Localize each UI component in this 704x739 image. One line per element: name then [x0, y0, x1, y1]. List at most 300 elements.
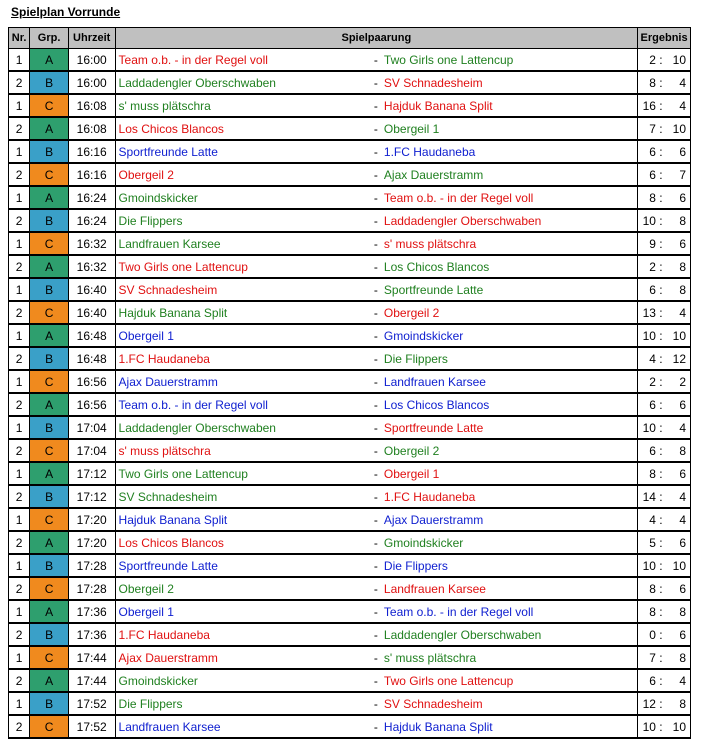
row-nr: 1 — [9, 692, 30, 715]
row-score-away: 10 — [664, 49, 690, 72]
row-nr: 1 — [9, 324, 30, 347]
row-time: 17:36 — [68, 600, 115, 623]
row-score-colon: : — [658, 416, 664, 439]
table-row — [9, 439, 691, 462]
row-time: 17:52 — [68, 715, 115, 738]
row-score-colon: : — [658, 531, 664, 554]
row-away-team: Obergeil 2 — [381, 301, 638, 324]
row-score-colon: : — [658, 370, 664, 393]
row-score-away: 8 — [664, 439, 690, 462]
row-nr: 1 — [9, 140, 30, 163]
row-away-team: 1.FC Haudaneba — [381, 140, 638, 163]
row-score-colon: : — [658, 71, 664, 94]
row-home-team: Sportfreunde Latte — [115, 554, 371, 577]
row-away-team: Team o.b. - in der Regel voll — [381, 600, 638, 623]
table-row — [9, 577, 691, 600]
row-home-team: Hajduk Banana Split — [115, 301, 371, 324]
row-score-home: 10 — [638, 324, 658, 347]
row-dash: - — [371, 554, 381, 577]
row-score-away: 6 — [664, 577, 690, 600]
row-score-away: 4 — [664, 508, 690, 531]
row-home-team: Obergeil 1 — [115, 324, 371, 347]
row-time: 16:56 — [68, 393, 115, 416]
row-group: C — [30, 94, 69, 117]
row-dash: - — [371, 600, 381, 623]
schedule-table — [8, 27, 691, 739]
row-nr: 1 — [9, 370, 30, 393]
row-nr: 2 — [9, 163, 30, 186]
row-away-team: Obergeil 1 — [381, 462, 638, 485]
row-score-home: 6 — [638, 669, 658, 692]
row-nr: 2 — [9, 255, 30, 278]
row-score-away: 10 — [664, 554, 690, 577]
header-nr: Nr. — [9, 28, 30, 49]
row-score-colon: : — [658, 94, 664, 117]
row-score-away: 8 — [664, 255, 690, 278]
row-time: 17:28 — [68, 554, 115, 577]
table-row — [9, 301, 691, 324]
row-score-home: 9 — [638, 232, 658, 255]
row-nr: 1 — [9, 554, 30, 577]
table-row — [9, 117, 691, 140]
row-score-home: 10 — [638, 209, 658, 232]
row-group: C — [30, 646, 69, 669]
row-group: B — [30, 209, 69, 232]
row-time: 16:08 — [68, 117, 115, 140]
row-home-team: SV Schnadesheim — [115, 278, 371, 301]
header-grp: Grp. — [30, 28, 69, 49]
row-time: 16:16 — [68, 163, 115, 186]
row-away-team: Hajduk Banana Split — [381, 94, 638, 117]
row-score-away: 6 — [664, 393, 690, 416]
row-group: A — [30, 324, 69, 347]
row-nr: 1 — [9, 186, 30, 209]
row-home-team: Two Girls one Lattencup — [115, 462, 371, 485]
schedule-rows — [9, 49, 691, 739]
row-score-colon: : — [658, 554, 664, 577]
row-nr: 2 — [9, 117, 30, 140]
row-score-home: 4 — [638, 347, 658, 370]
table-row — [9, 209, 691, 232]
row-time: 16:24 — [68, 209, 115, 232]
row-score-home: 8 — [638, 600, 658, 623]
row-score-home: 12 — [638, 692, 658, 715]
row-dash: - — [371, 393, 381, 416]
row-group: B — [30, 554, 69, 577]
row-group: B — [30, 692, 69, 715]
row-score-home: 6 — [638, 439, 658, 462]
row-score-home: 2 — [638, 370, 658, 393]
row-dash: - — [371, 278, 381, 301]
row-score-home: 10 — [638, 554, 658, 577]
row-time: 16:40 — [68, 278, 115, 301]
row-score-colon: : — [658, 163, 664, 186]
row-away-team: 1.FC Haudaneba — [381, 485, 638, 508]
row-nr: 2 — [9, 393, 30, 416]
row-score-home: 16 — [638, 94, 658, 117]
header-match: Spielpaarung — [115, 28, 638, 49]
row-group: B — [30, 71, 69, 94]
row-score-colon: : — [658, 692, 664, 715]
row-home-team: Obergeil 2 — [115, 577, 371, 600]
row-group: C — [30, 232, 69, 255]
row-score-colon: : — [658, 485, 664, 508]
row-home-team: Obergeil 1 — [115, 600, 371, 623]
row-group: A — [30, 117, 69, 140]
row-group: C — [30, 577, 69, 600]
row-nr: 1 — [9, 600, 30, 623]
row-nr: 1 — [9, 94, 30, 117]
row-score-colon: : — [658, 117, 664, 140]
table-row — [9, 554, 691, 577]
row-nr: 2 — [9, 623, 30, 646]
row-dash: - — [371, 324, 381, 347]
row-score-home: 10 — [638, 715, 658, 738]
row-score-away: 6 — [664, 140, 690, 163]
row-nr: 1 — [9, 232, 30, 255]
row-home-team: Los Chicos Blancos — [115, 531, 371, 554]
row-score-home: 7 — [638, 117, 658, 140]
row-time: 16:00 — [68, 49, 115, 72]
row-score-colon: : — [658, 669, 664, 692]
row-group: A — [30, 462, 69, 485]
table-row — [9, 255, 691, 278]
row-dash: - — [371, 163, 381, 186]
row-nr: 2 — [9, 347, 30, 370]
row-group: B — [30, 623, 69, 646]
row-group: A — [30, 393, 69, 416]
row-group: B — [30, 140, 69, 163]
row-score-home: 13 — [638, 301, 658, 324]
row-time: 17:20 — [68, 531, 115, 554]
row-home-team: Hajduk Banana Split — [115, 508, 371, 531]
row-dash: - — [371, 692, 381, 715]
row-home-team: Gmoindskicker — [115, 186, 371, 209]
row-dash: - — [371, 347, 381, 370]
row-score-home: 4 — [638, 508, 658, 531]
row-score-colon: : — [658, 278, 664, 301]
row-score-away: 8 — [664, 209, 690, 232]
row-dash: - — [371, 301, 381, 324]
row-score-home: 2 — [638, 49, 658, 72]
row-away-team: Gmoindskicker — [381, 324, 638, 347]
table-row — [9, 669, 691, 692]
row-score-home: 6 — [638, 393, 658, 416]
row-score-away: 4 — [664, 485, 690, 508]
row-dash: - — [371, 508, 381, 531]
row-score-away: 6 — [664, 462, 690, 485]
row-time: 17:44 — [68, 669, 115, 692]
row-score-away: 4 — [664, 71, 690, 94]
row-score-home: 0 — [638, 623, 658, 646]
row-score-colon: : — [658, 439, 664, 462]
row-score-home: 8 — [638, 462, 658, 485]
row-score-away: 8 — [664, 600, 690, 623]
row-time: 17:28 — [68, 577, 115, 600]
row-time: 17:36 — [68, 623, 115, 646]
row-time: 16:40 — [68, 301, 115, 324]
row-nr: 2 — [9, 209, 30, 232]
table-row — [9, 186, 691, 209]
row-group: B — [30, 278, 69, 301]
row-away-team: Sportfreunde Latte — [381, 416, 638, 439]
row-score-colon: : — [658, 393, 664, 416]
row-score-colon: : — [658, 347, 664, 370]
row-score-colon: : — [658, 623, 664, 646]
row-home-team: 1.FC Haudaneba — [115, 347, 371, 370]
row-away-team: Two Girls one Lattencup — [381, 49, 638, 72]
row-home-team: Team o.b. - in der Regel voll — [115, 393, 371, 416]
header-result: Ergebnis — [638, 28, 691, 49]
row-dash: - — [371, 71, 381, 94]
row-score-away: 6 — [664, 531, 690, 554]
row-score-home: 6 — [638, 163, 658, 186]
row-away-team: s' muss plätschra — [381, 646, 638, 669]
row-score-colon: : — [658, 49, 664, 72]
row-nr: 1 — [9, 646, 30, 669]
row-score-away: 8 — [664, 692, 690, 715]
row-home-team: Ajax Dauerstramm — [115, 646, 371, 669]
row-score-home: 10 — [638, 416, 658, 439]
row-score-home: 5 — [638, 531, 658, 554]
row-time: 16:56 — [68, 370, 115, 393]
row-score-colon: : — [658, 508, 664, 531]
row-away-team: SV Schnadesheim — [381, 692, 638, 715]
row-nr: 1 — [9, 462, 30, 485]
row-home-team: Die Flippers — [115, 692, 371, 715]
row-home-team: 1.FC Haudaneba — [115, 623, 371, 646]
row-home-team: Landfrauen Karsee — [115, 715, 371, 738]
row-time: 16:32 — [68, 232, 115, 255]
row-score-home: 2 — [638, 255, 658, 278]
row-group: A — [30, 49, 69, 72]
row-home-team: Laddadengler Oberschwaben — [115, 416, 371, 439]
row-away-team: SV Schnadesheim — [381, 71, 638, 94]
row-score-away: 4 — [664, 416, 690, 439]
row-dash: - — [371, 209, 381, 232]
row-nr: 2 — [9, 71, 30, 94]
table-row — [9, 623, 691, 646]
row-time: 16:48 — [68, 324, 115, 347]
table-row — [9, 140, 691, 163]
row-time: 17:12 — [68, 485, 115, 508]
row-score-colon: : — [658, 646, 664, 669]
table-row — [9, 49, 691, 72]
table-row — [9, 531, 691, 554]
row-home-team: s' muss plätschra — [115, 439, 371, 462]
row-dash: - — [371, 416, 381, 439]
table-row — [9, 347, 691, 370]
row-time: 16:24 — [68, 186, 115, 209]
row-away-team: Ajax Dauerstramm — [381, 163, 638, 186]
row-dash: - — [371, 49, 381, 72]
row-dash: - — [371, 140, 381, 163]
row-nr: 2 — [9, 485, 30, 508]
row-score-colon: : — [658, 140, 664, 163]
row-score-away: 4 — [664, 94, 690, 117]
row-away-team: Landfrauen Karsee — [381, 577, 638, 600]
page-title: Spielplan Vorrunde — [11, 5, 121, 19]
row-away-team: Obergeil 2 — [381, 439, 638, 462]
row-score-away: 8 — [664, 646, 690, 669]
row-dash: - — [371, 623, 381, 646]
table-row — [9, 692, 691, 715]
row-time: 16:32 — [68, 255, 115, 278]
table-row — [9, 646, 691, 669]
row-home-team: Obergeil 2 — [115, 163, 371, 186]
row-time: 16:00 — [68, 71, 115, 94]
row-score-away: 10 — [664, 324, 690, 347]
row-group: B — [30, 347, 69, 370]
row-score-away: 4 — [664, 301, 690, 324]
row-time: 17:52 — [68, 692, 115, 715]
row-away-team: Los Chicos Blancos — [381, 255, 638, 278]
row-nr: 2 — [9, 531, 30, 554]
row-home-team: Two Girls one Lattencup — [115, 255, 371, 278]
row-dash: - — [371, 255, 381, 278]
row-dash: - — [371, 669, 381, 692]
row-home-team: s' muss plätschra — [115, 94, 371, 117]
row-time: 16:16 — [68, 140, 115, 163]
row-score-away: 10 — [664, 715, 690, 738]
table-row — [9, 600, 691, 623]
row-dash: - — [371, 117, 381, 140]
header-row — [9, 28, 691, 49]
table-row — [9, 393, 691, 416]
row-away-team: Gmoindskicker — [381, 531, 638, 554]
table-row — [9, 278, 691, 301]
row-group: A — [30, 531, 69, 554]
row-time: 17:04 — [68, 416, 115, 439]
row-home-team: Gmoindskicker — [115, 669, 371, 692]
row-home-team: Sportfreunde Latte — [115, 140, 371, 163]
row-score-home: 8 — [638, 71, 658, 94]
row-score-away: 8 — [664, 278, 690, 301]
row-time: 16:08 — [68, 94, 115, 117]
row-away-team: Laddadengler Oberschwaben — [381, 209, 638, 232]
table-row — [9, 324, 691, 347]
row-group: C — [30, 301, 69, 324]
row-score-home: 8 — [638, 186, 658, 209]
table-row — [9, 94, 691, 117]
row-away-team: Laddadengler Oberschwaben — [381, 623, 638, 646]
row-dash: - — [371, 370, 381, 393]
row-dash: - — [371, 462, 381, 485]
row-score-away: 12 — [664, 347, 690, 370]
row-dash: - — [371, 531, 381, 554]
table-row — [9, 163, 691, 186]
row-nr: 2 — [9, 439, 30, 462]
row-nr: 2 — [9, 301, 30, 324]
row-home-team: Team o.b. - in der Regel voll — [115, 49, 371, 72]
row-home-team: Ajax Dauerstramm — [115, 370, 371, 393]
row-nr: 1 — [9, 416, 30, 439]
row-score-colon: : — [658, 324, 664, 347]
row-dash: - — [371, 186, 381, 209]
row-dash: - — [371, 94, 381, 117]
row-away-team: Die Flippers — [381, 347, 638, 370]
table-row — [9, 462, 691, 485]
row-dash: - — [371, 715, 381, 738]
row-score-home: 7 — [638, 646, 658, 669]
table-row — [9, 370, 691, 393]
row-away-team: Ajax Dauerstramm — [381, 508, 638, 531]
table-row — [9, 485, 691, 508]
row-group: B — [30, 416, 69, 439]
row-home-team: SV Schnadesheim — [115, 485, 371, 508]
row-dash: - — [371, 646, 381, 669]
row-score-colon: : — [658, 715, 664, 738]
row-score-away: 6 — [664, 186, 690, 209]
row-score-colon: : — [658, 255, 664, 278]
row-nr: 1 — [9, 49, 30, 72]
row-away-team: Los Chicos Blancos — [381, 393, 638, 416]
row-score-colon: : — [658, 301, 664, 324]
table-row — [9, 508, 691, 531]
row-dash: - — [371, 232, 381, 255]
row-home-team: Landfrauen Karsee — [115, 232, 371, 255]
row-time: 16:48 — [68, 347, 115, 370]
row-score-colon: : — [658, 232, 664, 255]
row-nr: 2 — [9, 577, 30, 600]
row-group: C — [30, 508, 69, 531]
row-group: A — [30, 186, 69, 209]
row-score-home: 14 — [638, 485, 658, 508]
row-nr: 2 — [9, 669, 30, 692]
row-away-team: Hajduk Banana Split — [381, 715, 638, 738]
row-group: A — [30, 669, 69, 692]
row-dash: - — [371, 485, 381, 508]
row-score-colon: : — [658, 600, 664, 623]
row-away-team: Two Girls one Lattencup — [381, 669, 638, 692]
row-away-team: s' muss plätschra — [381, 232, 638, 255]
row-home-team: Die Flippers — [115, 209, 371, 232]
row-score-away: 2 — [664, 370, 690, 393]
row-group: C — [30, 715, 69, 738]
row-nr: 2 — [9, 715, 30, 738]
row-dash: - — [371, 439, 381, 462]
row-score-away: 6 — [664, 232, 690, 255]
row-score-home: 8 — [638, 577, 658, 600]
row-home-team: Los Chicos Blancos — [115, 117, 371, 140]
row-away-team: Die Flippers — [381, 554, 638, 577]
row-group: C — [30, 439, 69, 462]
row-score-colon: : — [658, 462, 664, 485]
row-nr: 1 — [9, 278, 30, 301]
row-score-away: 6 — [664, 623, 690, 646]
row-group: A — [30, 255, 69, 278]
table-row — [9, 715, 691, 738]
row-away-team: Obergeil 1 — [381, 117, 638, 140]
row-nr: 1 — [9, 508, 30, 531]
row-score-colon: : — [658, 209, 664, 232]
header-time: Uhrzeit — [68, 28, 115, 49]
table-row — [9, 416, 691, 439]
row-group: C — [30, 370, 69, 393]
row-score-away: 10 — [664, 117, 690, 140]
row-group: C — [30, 163, 69, 186]
row-score-away: 7 — [664, 163, 690, 186]
row-away-team: Team o.b. - in der Regel voll — [381, 186, 638, 209]
row-away-team: Sportfreunde Latte — [381, 278, 638, 301]
row-score-home: 6 — [638, 278, 658, 301]
row-score-colon: : — [658, 577, 664, 600]
row-time: 17:04 — [68, 439, 115, 462]
table-row — [9, 71, 691, 94]
table-row — [9, 232, 691, 255]
row-time: 17:20 — [68, 508, 115, 531]
row-group: B — [30, 485, 69, 508]
